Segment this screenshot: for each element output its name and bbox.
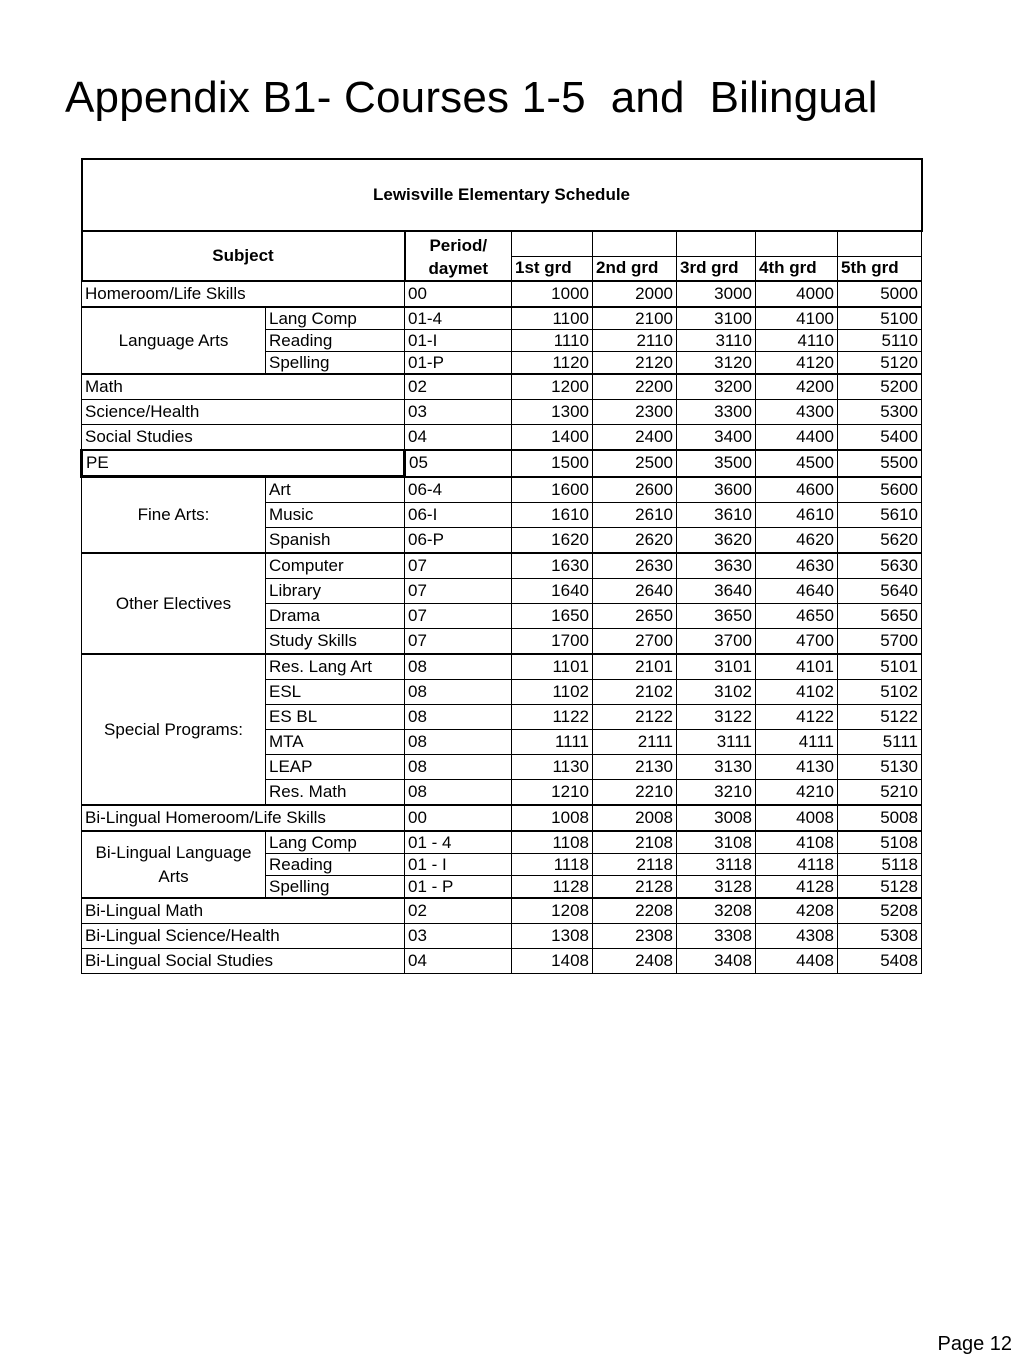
grade-header-spacer — [838, 231, 922, 256]
course-code-4th-grade: 4700 — [756, 629, 838, 655]
course-code-3rd-grade: 3408 — [677, 949, 756, 974]
course-code-4th-grade: 4122 — [756, 705, 838, 730]
course-code-3rd-grade: 3620 — [677, 528, 756, 554]
course-code-1st-grade: 1630 — [512, 553, 593, 579]
course-code-5th-grade: 5600 — [838, 477, 922, 503]
table-row — [82, 898, 922, 924]
period-cell: 04 — [405, 425, 512, 451]
course-code-2nd-grade: 2640 — [593, 579, 677, 604]
course-code-2nd-grade: 2600 — [593, 477, 677, 503]
course-code-2nd-grade: 2408 — [593, 949, 677, 974]
table-row — [82, 307, 922, 330]
course-code-3rd-grade: 3130 — [677, 755, 756, 780]
subject-cell: Social Studies — [82, 425, 405, 451]
course-code-2nd-grade: 2000 — [593, 281, 677, 307]
period-cell: 01-P — [405, 352, 512, 375]
course-code-5th-grade: 5102 — [838, 680, 922, 705]
course-code-1st-grade: 1100 — [512, 307, 593, 330]
course-code-4th-grade: 4101 — [756, 654, 838, 680]
course-code-4th-grade: 4500 — [756, 450, 838, 477]
period-cell: 01 - P — [405, 876, 512, 899]
course-code-1st-grade: 1120 — [512, 352, 593, 375]
table-row — [82, 553, 922, 579]
table-row — [82, 374, 922, 400]
course-code-2nd-grade: 2128 — [593, 876, 677, 899]
course-code-4th-grade: 4620 — [756, 528, 838, 554]
course-code-1st-grade: 1108 — [512, 831, 593, 854]
course-code-3rd-grade: 3400 — [677, 425, 756, 451]
course-code-5th-grade: 5120 — [838, 352, 922, 375]
course-code-1st-grade: 1308 — [512, 924, 593, 949]
course-code-4th-grade: 4118 — [756, 854, 838, 876]
period-cell: 03 — [405, 400, 512, 425]
subject-cell: Bi-Lingual Social Studies — [82, 949, 405, 974]
subject-cell: Art — [266, 477, 405, 503]
course-code-2nd-grade: 2130 — [593, 755, 677, 780]
course-code-4th-grade: 4110 — [756, 330, 838, 352]
course-code-4th-grade: 4400 — [756, 425, 838, 451]
course-code-1st-grade: 1110 — [512, 330, 593, 352]
table-row — [82, 949, 922, 974]
subject-cell: Homeroom/Life Skills — [82, 281, 405, 307]
course-code-4th-grade: 4128 — [756, 876, 838, 899]
course-code-5th-grade: 5130 — [838, 755, 922, 780]
course-code-5th-grade: 5700 — [838, 629, 922, 655]
course-code-3rd-grade: 3700 — [677, 629, 756, 655]
course-code-4th-grade: 4300 — [756, 400, 838, 425]
subject-cell: Music — [266, 503, 405, 528]
course-code-4th-grade: 4200 — [756, 374, 838, 400]
period-cell: 08 — [405, 654, 512, 680]
course-code-3rd-grade: 3210 — [677, 780, 756, 806]
course-code-3rd-grade: 3110 — [677, 330, 756, 352]
subject-cell: ESL — [266, 680, 405, 705]
course-code-4th-grade: 4008 — [756, 805, 838, 831]
grade-header-spacer — [593, 231, 677, 256]
course-code-1st-grade: 1008 — [512, 805, 593, 831]
course-code-1st-grade: 1650 — [512, 604, 593, 629]
course-code-4th-grade: 4000 — [756, 281, 838, 307]
course-code-3rd-grade: 3101 — [677, 654, 756, 680]
course-code-2nd-grade: 2108 — [593, 831, 677, 854]
grade-header-spacer — [756, 231, 838, 256]
period-cell: 08 — [405, 705, 512, 730]
course-code-2nd-grade: 2500 — [593, 450, 677, 477]
course-code-3rd-grade: 3650 — [677, 604, 756, 629]
course-code-1st-grade: 1122 — [512, 705, 593, 730]
period-cell: 07 — [405, 553, 512, 579]
course-code-2nd-grade: 2630 — [593, 553, 677, 579]
subject-cell: Science/Health — [82, 400, 405, 425]
course-code-1st-grade: 1102 — [512, 680, 593, 705]
subject-cell: Spelling — [266, 352, 405, 375]
schedule-table — [80, 158, 923, 974]
course-code-5th-grade: 5500 — [838, 450, 922, 477]
course-code-3rd-grade: 3630 — [677, 553, 756, 579]
header-row — [82, 231, 922, 256]
course-code-2nd-grade: 2200 — [593, 374, 677, 400]
period-header-line1: Period/ — [429, 236, 488, 255]
course-code-1st-grade: 1210 — [512, 780, 593, 806]
course-code-1st-grade: 1130 — [512, 755, 593, 780]
course-code-3rd-grade: 3208 — [677, 898, 756, 924]
course-code-3rd-grade: 3118 — [677, 854, 756, 876]
period-cell: 01 - I — [405, 854, 512, 876]
course-code-3rd-grade: 3108 — [677, 831, 756, 854]
subject-cell: Bi-Lingual Math — [82, 898, 405, 924]
subject-cell: Spelling — [266, 876, 405, 899]
group-label-bilingual-language-arts: Bi-Lingual Language Arts — [82, 831, 266, 898]
group-label-special-programs: Special Programs: — [82, 654, 266, 805]
course-code-5th-grade: 5118 — [838, 854, 922, 876]
course-code-5th-grade: 5122 — [838, 705, 922, 730]
period-cell: 01-4 — [405, 307, 512, 330]
course-code-3rd-grade: 3600 — [677, 477, 756, 503]
course-code-4th-grade: 4111 — [756, 730, 838, 755]
grade-header-3rd: 3rd grd — [677, 256, 756, 281]
course-code-5th-grade: 5110 — [838, 330, 922, 352]
course-code-1st-grade: 1101 — [512, 654, 593, 680]
subject-cell: Bi-Lingual Science/Health — [82, 924, 405, 949]
grade-header-4th: 4th grd — [756, 256, 838, 281]
course-code-4th-grade: 4408 — [756, 949, 838, 974]
course-code-1st-grade: 1400 — [512, 425, 593, 451]
page-number: Page 12 — [937, 1333, 1012, 1355]
course-code-3rd-grade: 3300 — [677, 400, 756, 425]
course-code-1st-grade: 1200 — [512, 374, 593, 400]
course-code-3rd-grade: 3102 — [677, 680, 756, 705]
course-code-2nd-grade: 2610 — [593, 503, 677, 528]
course-code-5th-grade: 5208 — [838, 898, 922, 924]
table-row — [82, 805, 922, 831]
course-code-1st-grade: 1408 — [512, 949, 593, 974]
period-header — [405, 231, 512, 281]
table-row — [82, 477, 922, 503]
period-cell: 00 — [405, 805, 512, 831]
course-code-3rd-grade: 3122 — [677, 705, 756, 730]
course-code-4th-grade: 4650 — [756, 604, 838, 629]
period-cell: 00 — [405, 281, 512, 307]
subject-cell: Reading — [266, 854, 405, 876]
subject-cell: Reading — [266, 330, 405, 352]
subject-cell: Res. Lang Art — [266, 654, 405, 680]
course-code-2nd-grade: 2650 — [593, 604, 677, 629]
course-code-1st-grade: 1300 — [512, 400, 593, 425]
grade-header-spacer — [677, 231, 756, 256]
period-cell: 06-4 — [405, 477, 512, 503]
subject-cell: Library — [266, 579, 405, 604]
period-cell: 01 - 4 — [405, 831, 512, 854]
course-code-5th-grade: 5308 — [838, 924, 922, 949]
subject-cell: Lang Comp — [266, 831, 405, 854]
course-code-1st-grade: 1208 — [512, 898, 593, 924]
course-code-1st-grade: 1000 — [512, 281, 593, 307]
subject-cell: PE — [82, 450, 405, 477]
course-code-4th-grade: 4102 — [756, 680, 838, 705]
period-cell: 02 — [405, 898, 512, 924]
course-code-4th-grade: 4208 — [756, 898, 838, 924]
grade-header-spacer — [512, 231, 593, 256]
course-code-4th-grade: 4630 — [756, 553, 838, 579]
course-code-2nd-grade: 2008 — [593, 805, 677, 831]
course-code-2nd-grade: 2102 — [593, 680, 677, 705]
course-code-4th-grade: 4108 — [756, 831, 838, 854]
table-row — [82, 924, 922, 949]
period-cell: 07 — [405, 579, 512, 604]
subject-cell: Res. Math — [266, 780, 405, 806]
course-code-5th-grade: 5128 — [838, 876, 922, 899]
course-code-5th-grade: 5650 — [838, 604, 922, 629]
course-code-4th-grade: 4100 — [756, 307, 838, 330]
course-code-5th-grade: 5408 — [838, 949, 922, 974]
course-code-5th-grade: 5300 — [838, 400, 922, 425]
table-row — [82, 281, 922, 307]
page-title: Appendix B1- Courses 1-5 and Bilingual — [65, 73, 878, 122]
course-code-2nd-grade: 2208 — [593, 898, 677, 924]
table-row — [82, 400, 922, 425]
period-cell: 08 — [405, 755, 512, 780]
table-row — [82, 450, 922, 477]
table-row — [82, 654, 922, 680]
subject-cell: Math — [82, 374, 405, 400]
course-code-5th-grade: 5101 — [838, 654, 922, 680]
group-label-other-electives: Other Electives — [82, 553, 266, 654]
course-code-3rd-grade: 3100 — [677, 307, 756, 330]
period-cell: 08 — [405, 680, 512, 705]
course-code-3rd-grade: 3610 — [677, 503, 756, 528]
course-code-4th-grade: 4210 — [756, 780, 838, 806]
period-cell: 02 — [405, 374, 512, 400]
course-code-5th-grade: 5100 — [838, 307, 922, 330]
course-code-3rd-grade: 3120 — [677, 352, 756, 375]
course-code-4th-grade: 4600 — [756, 477, 838, 503]
course-code-1st-grade: 1500 — [512, 450, 593, 477]
subject-cell: Drama — [266, 604, 405, 629]
course-code-1st-grade: 1700 — [512, 629, 593, 655]
table-caption-row — [82, 159, 922, 231]
course-code-5th-grade: 5108 — [838, 831, 922, 854]
course-code-2nd-grade: 2111 — [593, 730, 677, 755]
course-code-1st-grade: 1111 — [512, 730, 593, 755]
course-code-5th-grade: 5008 — [838, 805, 922, 831]
course-code-2nd-grade: 2122 — [593, 705, 677, 730]
course-code-3rd-grade: 3308 — [677, 924, 756, 949]
course-code-4th-grade: 4308 — [756, 924, 838, 949]
course-code-5th-grade: 5210 — [838, 780, 922, 806]
course-code-5th-grade: 5620 — [838, 528, 922, 554]
subject-cell: Bi-Lingual Homeroom/Life Skills — [82, 805, 405, 831]
period-cell: 08 — [405, 780, 512, 806]
group-label-language-arts: Language Arts — [82, 307, 266, 374]
course-code-5th-grade: 5111 — [838, 730, 922, 755]
period-header-line2: daymet — [428, 259, 489, 278]
course-code-2nd-grade: 2210 — [593, 780, 677, 806]
course-code-4th-grade: 4610 — [756, 503, 838, 528]
course-code-3rd-grade: 3500 — [677, 450, 756, 477]
period-cell: 05 — [405, 450, 512, 477]
grade-header-5th: 5th grd — [838, 256, 922, 281]
course-code-1st-grade: 1640 — [512, 579, 593, 604]
table-caption: Lewisville Elementary Schedule — [82, 159, 922, 231]
course-code-2nd-grade: 2118 — [593, 854, 677, 876]
course-code-4th-grade: 4640 — [756, 579, 838, 604]
course-code-2nd-grade: 2120 — [593, 352, 677, 375]
period-cell: 01-I — [405, 330, 512, 352]
subject-cell: Spanish — [266, 528, 405, 554]
course-code-3rd-grade: 3640 — [677, 579, 756, 604]
course-code-2nd-grade: 2100 — [593, 307, 677, 330]
course-code-1st-grade: 1600 — [512, 477, 593, 503]
course-code-1st-grade: 1610 — [512, 503, 593, 528]
course-code-2nd-grade: 2101 — [593, 654, 677, 680]
course-code-5th-grade: 5200 — [838, 374, 922, 400]
period-cell: 07 — [405, 604, 512, 629]
subject-cell: MTA — [266, 730, 405, 755]
course-code-2nd-grade: 2308 — [593, 924, 677, 949]
grade-header-2nd: 2nd grd — [593, 256, 677, 281]
course-code-4th-grade: 4130 — [756, 755, 838, 780]
course-code-5th-grade: 5630 — [838, 553, 922, 579]
course-code-2nd-grade: 2700 — [593, 629, 677, 655]
period-cell: 03 — [405, 924, 512, 949]
period-cell: 07 — [405, 629, 512, 655]
course-code-5th-grade: 5400 — [838, 425, 922, 451]
group-label-fine-arts: Fine Arts: — [82, 477, 266, 554]
course-code-1st-grade: 1128 — [512, 876, 593, 899]
course-code-1st-grade: 1620 — [512, 528, 593, 554]
subject-cell: Lang Comp — [266, 307, 405, 330]
course-code-3rd-grade: 3008 — [677, 805, 756, 831]
subject-cell: Computer — [266, 553, 405, 579]
course-code-3rd-grade: 3000 — [677, 281, 756, 307]
course-code-4th-grade: 4120 — [756, 352, 838, 375]
course-code-2nd-grade: 2400 — [593, 425, 677, 451]
course-code-1st-grade: 1118 — [512, 854, 593, 876]
course-code-3rd-grade: 3200 — [677, 374, 756, 400]
course-code-5th-grade: 5610 — [838, 503, 922, 528]
course-code-2nd-grade: 2110 — [593, 330, 677, 352]
course-code-5th-grade: 5000 — [838, 281, 922, 307]
period-cell: 06-P — [405, 528, 512, 554]
grade-header-1st: 1st grd — [512, 256, 593, 281]
period-cell: 06-I — [405, 503, 512, 528]
course-code-2nd-grade: 2620 — [593, 528, 677, 554]
course-code-2nd-grade: 2300 — [593, 400, 677, 425]
subject-cell: Study Skills — [266, 629, 405, 655]
course-code-3rd-grade: 3111 — [677, 730, 756, 755]
course-code-5th-grade: 5640 — [838, 579, 922, 604]
table-row — [82, 831, 922, 854]
table-row — [82, 425, 922, 451]
course-code-3rd-grade: 3128 — [677, 876, 756, 899]
period-cell: 04 — [405, 949, 512, 974]
subject-header: Subject — [82, 231, 405, 281]
subject-cell: LEAP — [266, 755, 405, 780]
subject-cell: ES BL — [266, 705, 405, 730]
period-cell: 08 — [405, 730, 512, 755]
